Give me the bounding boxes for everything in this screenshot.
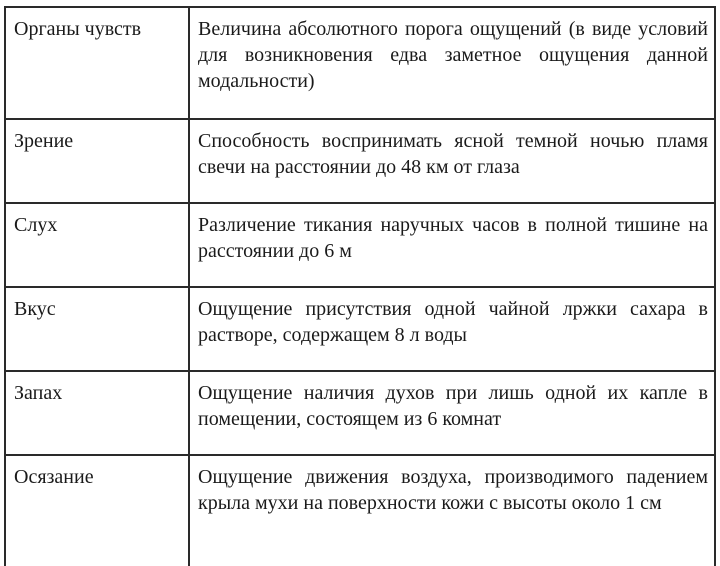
organ-cell-touch: Осязание [5,455,189,566]
organ-cell-hearing: Слух [5,203,189,287]
table-header-row [5,7,715,119]
organ-cell-taste: Вкус [5,287,189,371]
sensory-threshold-table-container [4,6,716,540]
threshold-cell-smell: Ощущение наличия духов при лишь одной их капле в помещении, состоящем из 6 комнат [189,371,715,455]
header-organ-cell: Органы чувств [5,7,189,119]
sensory-threshold-table [4,6,716,566]
table-row [5,203,715,287]
organ-cell-sight: Зрение [5,119,189,203]
threshold-cell-hearing: Различение тикания наручных часов в полной тишине на расстоянии до 6 м [189,203,715,287]
threshold-cell-touch: Ощущение движения воздуха, производимого падением крыла мухи на поверхности кожи с высоты около 1 см [189,455,715,566]
table-row [5,287,715,371]
table-row [5,455,715,566]
organ-cell-smell: Запах [5,371,189,455]
threshold-cell-taste: Ощущение присутствия одной чайной лржки сахара в растворе, содержащем 8 л воды [189,287,715,371]
table-row [5,119,715,203]
threshold-cell-sight: Способность воспринимать ясной темной ночью пламя свечи на расстоянии до 48 км от глаза [189,119,715,203]
table-row [5,371,715,455]
header-threshold-cell: Величина абсолютного порога ощущений (в виде условий для возникновения едва заметное ощущения данной модальности) [189,7,715,119]
